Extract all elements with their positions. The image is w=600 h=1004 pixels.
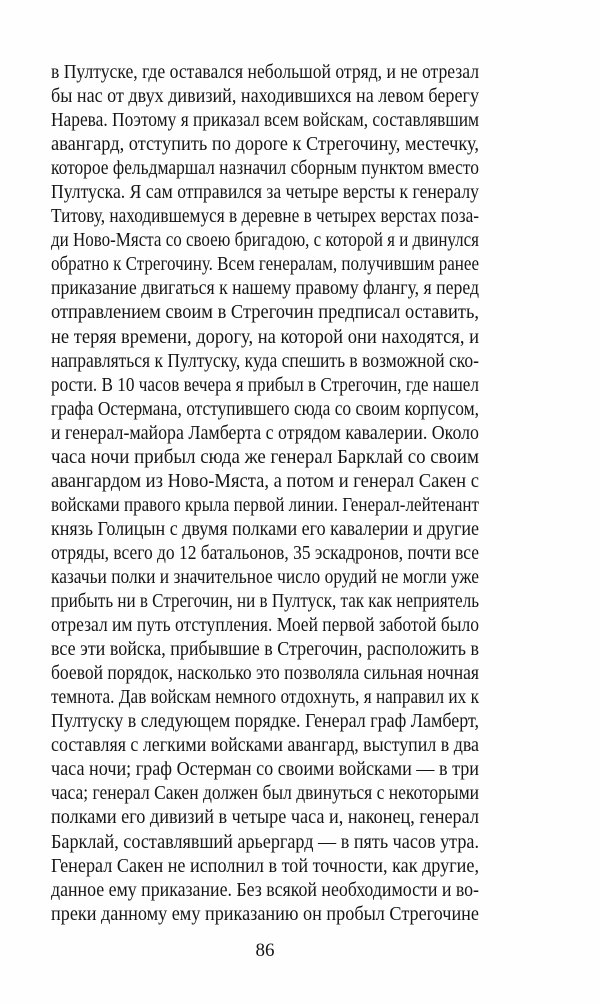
text-line-content: Пултуска. Я сам отправился за четыре версты к генералу	[51, 181, 479, 204]
text-line	[51, 349, 479, 373]
text-line-content: графа Остермана, отступившего сюда со своим корпусом,	[51, 397, 479, 420]
text-line-content: Пултуску в следующем порядке. Генерал граф Ламберт,	[51, 710, 479, 733]
text-line	[51, 180, 479, 204]
text-line-content: Генерал Сакен не исполнил в той точности, как другие,	[51, 854, 479, 877]
text-line	[51, 60, 479, 84]
text-line	[51, 517, 479, 541]
text-line-content: отряды, всего до 12 батальонов, 35 эскадронов, почти все	[51, 541, 479, 564]
text-line-content: данное ему приказание. Без всякой необходимости и во-	[51, 878, 479, 901]
text-line	[51, 132, 479, 156]
text-line-content: часа ночи прибыл сюда же генерал Барклай со своим	[51, 445, 479, 468]
text-line	[51, 445, 479, 469]
text-line-content: войсками правого крыла первой линии. Генерал-лейтенант	[51, 493, 479, 516]
text-line-content: направляться к Пултуску, куда спешить в возможной ско-	[51, 349, 479, 372]
text-line	[51, 830, 479, 854]
text-line	[51, 637, 479, 661]
text-line-content: прибыть ни в Стрегочин, ни в Пултуск, так как неприятель	[51, 590, 479, 613]
body-text	[51, 60, 479, 926]
text-line-content: Барклай, составлявший арьергард — в пять часов утра.	[51, 830, 479, 853]
text-line-content: и генерал-майора Ламберта с отрядом кавалерии. Около	[51, 421, 479, 444]
text-line-content: часа; генерал Сакен должен был двинуться с некоторыми	[51, 782, 479, 805]
text-line	[51, 300, 479, 324]
text-line	[51, 805, 479, 829]
text-line-content: рости. В 10 часов вечера я прибыл в Стрегочин, где нашел	[51, 373, 479, 396]
page-number: 86	[255, 940, 275, 961]
text-line-content: в Пултуске, где оставался небольшой отряд, и не отрезал	[51, 61, 479, 83]
text-line	[51, 252, 479, 276]
text-line-content: бы нас от двух дивизий, находившихся на левом берегу	[51, 85, 479, 108]
text-line-content: ди Ново-Мяста со своею бригадою, с которой я и двинулся	[51, 229, 479, 252]
text-line-content: отправлением своим в Стрегочин предписал оставить,	[51, 301, 479, 324]
text-line	[51, 493, 479, 517]
text-line	[51, 276, 479, 300]
text-line	[51, 685, 479, 709]
text-line-content: преки данному ему приказанию он пробыл Стрегочине	[51, 902, 479, 925]
text-line-content: не теряя времени, дорогу, на которой они находятся, и	[51, 325, 479, 348]
text-line	[51, 421, 479, 445]
text-line-content: Нарева. Поэтому я приказал всем войскам, составлявшим	[51, 109, 479, 132]
text-line	[51, 156, 479, 180]
text-line-content: князь Голицын с двумя полками его кавалерии и другие	[51, 517, 479, 540]
text-line-content: темнота. Дав войскам немного отдохнуть, я направил их к	[51, 686, 479, 709]
text-line-content: обратно к Стрегочину. Всем генералам, получившим ранее	[51, 253, 479, 276]
text-line	[51, 204, 479, 228]
text-line	[51, 781, 479, 805]
text-line-content: Титову, находившемуся в деревне в четырех верстах поза-	[51, 205, 479, 228]
text-line	[51, 469, 479, 493]
text-line-content: авангардом из Ново-Мяста, а потом и генерал Сакен с	[51, 469, 479, 492]
text-line	[51, 397, 479, 421]
text-line-content: которое фельдмаршал назначил сборным пунктом вместо	[51, 157, 479, 180]
text-line	[51, 878, 479, 902]
text-line-content: часа ночи; граф Остерман со своими войсками — в три	[51, 758, 479, 781]
text-line	[51, 757, 479, 781]
text-line-content: приказание двигаться к нашему правому флангу, я перед	[51, 277, 479, 300]
text-line	[51, 565, 479, 589]
text-line	[51, 613, 479, 637]
text-line-content: казачьи полки и значительное число орудий не могли уже	[51, 565, 479, 588]
text-line-content: все эти войска, прибывшие в Стрегочин, расположить в	[51, 638, 479, 661]
text-line-content: отрезал им путь отступления. Моей первой заботой было	[51, 614, 479, 637]
text-line	[51, 733, 479, 757]
text-line	[51, 854, 479, 878]
text-line-content: составляя с легкими войсками авангард, выступил в два	[51, 734, 479, 757]
text-line	[51, 541, 479, 565]
text-line	[51, 661, 479, 685]
text-line-content: полками его дивизий в четыре часа и, наконец, генерал	[51, 806, 479, 829]
text-line	[51, 108, 479, 132]
text-line	[51, 325, 479, 349]
text-line-content: авангард, отступить по дороге к Стрегочину, местечку,	[51, 133, 479, 156]
text-line-content: боевой порядок, насколько это позволяла сильная ночная	[51, 662, 479, 685]
text-line	[51, 373, 479, 397]
text-line	[51, 84, 479, 108]
text-line	[51, 228, 479, 252]
text-line	[51, 709, 479, 733]
text-line	[51, 902, 479, 926]
text-line	[51, 589, 479, 613]
